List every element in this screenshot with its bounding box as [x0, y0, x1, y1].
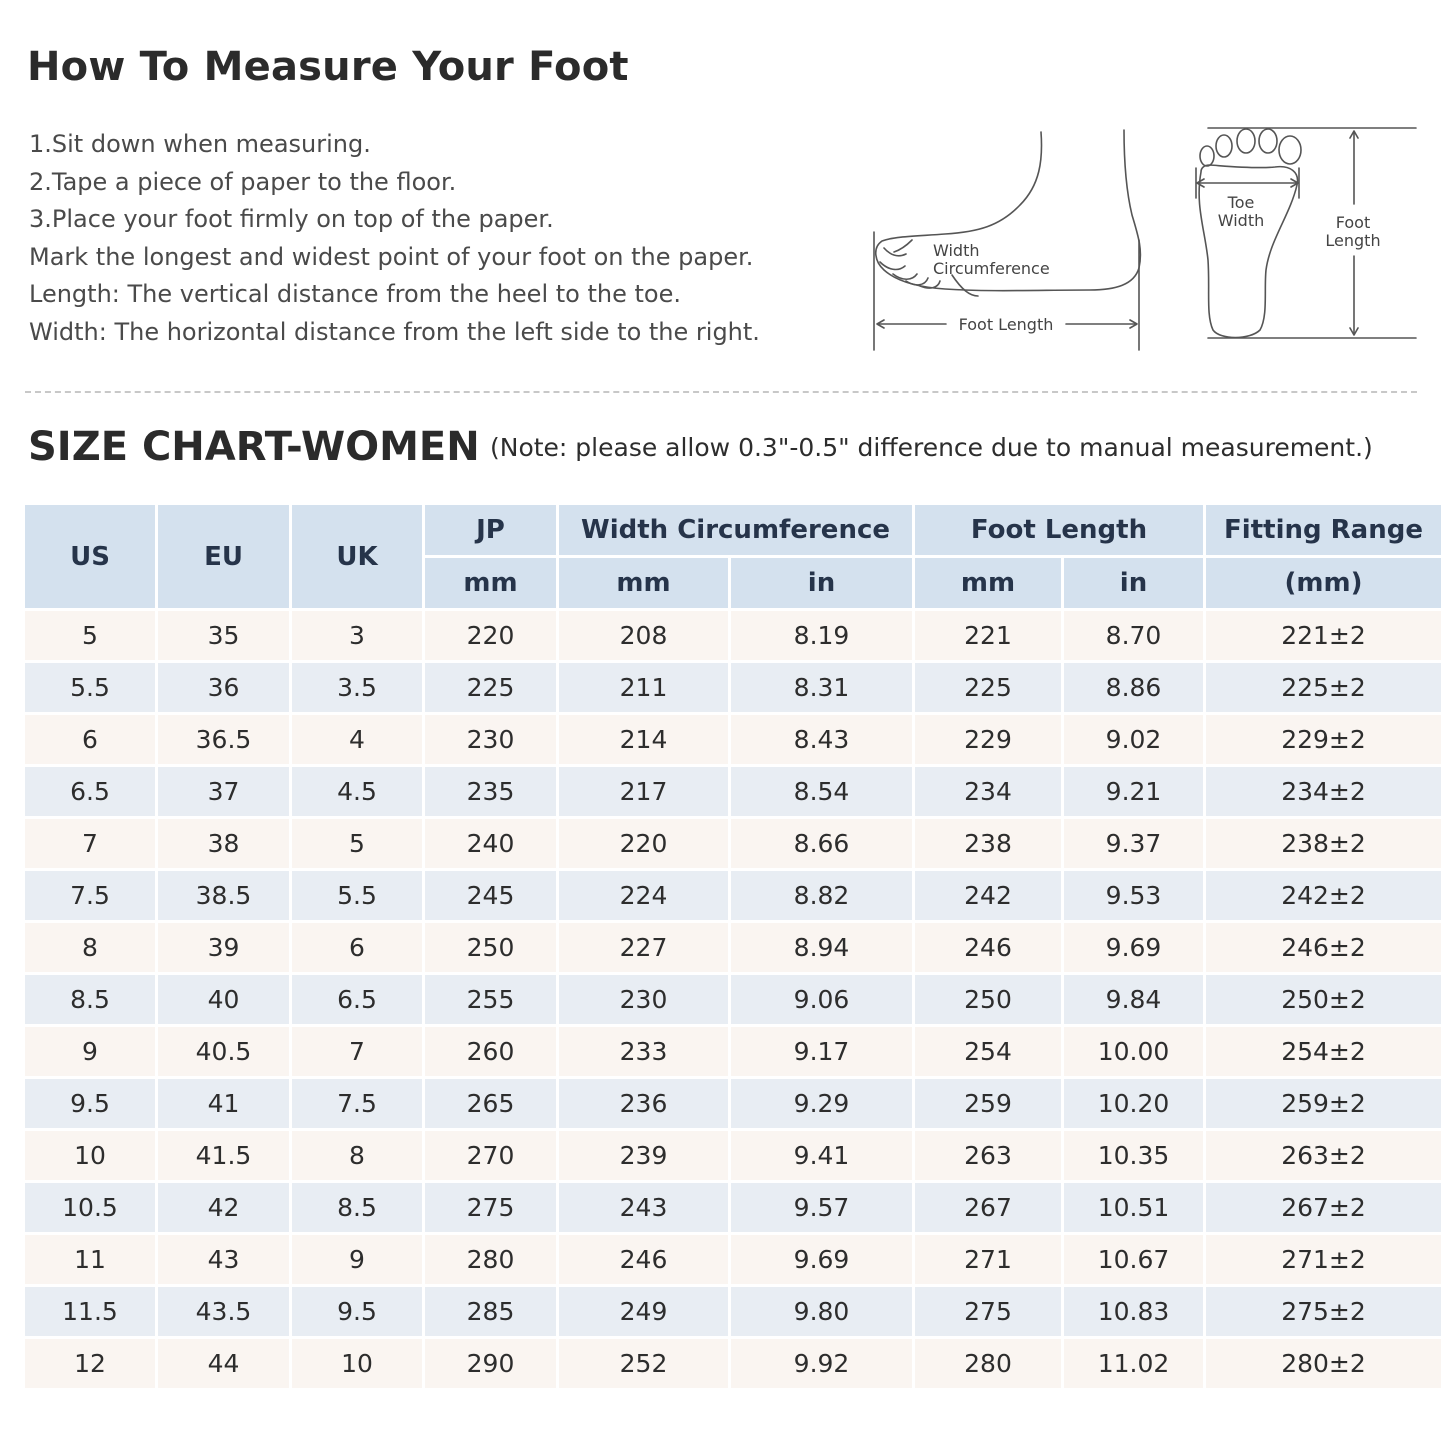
cell-length-mm: 225 [915, 663, 1061, 712]
cell-us: 8 [25, 923, 155, 972]
header-jp: JP [425, 505, 556, 555]
cell-uk: 7 [292, 1027, 422, 1076]
toe-2 [1216, 135, 1232, 157]
cell-width-mm: 236 [559, 1079, 728, 1128]
cell-eu: 41.5 [158, 1131, 289, 1180]
cell-jp-mm: 250 [425, 923, 556, 972]
cell-width-mm: 249 [559, 1287, 728, 1336]
cell-length-in: 9.21 [1064, 767, 1203, 816]
header-jp-unit: mm [425, 558, 556, 608]
table-row [25, 1027, 1441, 1076]
cell-length-mm: 250 [915, 975, 1061, 1024]
table-row [25, 923, 1441, 972]
cell-length-in: 9.69 [1064, 923, 1203, 972]
cell-uk: 4 [292, 715, 422, 764]
table-row [25, 1339, 1441, 1388]
cell-length-mm: 238 [915, 819, 1061, 868]
cell-length-mm: 267 [915, 1183, 1061, 1232]
cell-length-in: 9.53 [1064, 871, 1203, 920]
cell-uk: 9 [292, 1235, 422, 1284]
cell-width-in: 9.92 [731, 1339, 912, 1388]
table-row [25, 1235, 1441, 1284]
top-foot-length-label: Foot [1335, 213, 1371, 232]
cell-length-in: 10.00 [1064, 1027, 1203, 1076]
cell-fitting-range: 263±2 [1206, 1131, 1441, 1180]
foot-measurement-diagram [860, 120, 1420, 360]
cell-length-in: 8.86 [1064, 663, 1203, 712]
table-row [25, 1183, 1441, 1232]
toe-3 [1237, 129, 1255, 153]
cell-length-mm: 246 [915, 923, 1061, 972]
cell-eu: 41 [158, 1079, 289, 1128]
cell-uk: 8.5 [292, 1183, 422, 1232]
cell-eu: 42 [158, 1183, 289, 1232]
cell-length-mm: 254 [915, 1027, 1061, 1076]
cell-uk: 6 [292, 923, 422, 972]
toe-1 [1200, 146, 1214, 166]
cell-jp-mm: 230 [425, 715, 556, 764]
cell-width-in: 8.82 [731, 871, 912, 920]
cell-jp-mm: 280 [425, 1235, 556, 1284]
cell-us: 11 [25, 1235, 155, 1284]
cell-length-in: 10.51 [1064, 1183, 1203, 1232]
cell-fitting-range: 275±2 [1206, 1287, 1441, 1336]
cell-fitting-range: 267±2 [1206, 1183, 1441, 1232]
header-width-mm: mm [559, 558, 728, 608]
table-row [25, 767, 1441, 816]
table-row [25, 663, 1441, 712]
cell-eu: 43.5 [158, 1287, 289, 1336]
cell-jp-mm: 225 [425, 663, 556, 712]
cell-jp-mm: 240 [425, 819, 556, 868]
cell-width-in: 9.06 [731, 975, 912, 1024]
cell-jp-mm: 290 [425, 1339, 556, 1388]
cell-eu: 43 [158, 1235, 289, 1284]
cell-length-in: 11.02 [1064, 1339, 1203, 1388]
cell-fitting-range: 246±2 [1206, 923, 1441, 972]
cell-jp-mm: 275 [425, 1183, 556, 1232]
cell-jp-mm: 265 [425, 1079, 556, 1128]
cell-fitting-range: 259±2 [1206, 1079, 1441, 1128]
cell-length-in: 8.70 [1064, 611, 1203, 660]
toe-width-label: Toe [1227, 193, 1255, 212]
cell-length-mm: 271 [915, 1235, 1061, 1284]
cell-fitting-range: 229±2 [1206, 715, 1441, 764]
cell-us: 6.5 [25, 767, 155, 816]
cell-width-mm: 217 [559, 767, 728, 816]
cell-fitting-range: 221±2 [1206, 611, 1441, 660]
cell-width-in: 9.57 [731, 1183, 912, 1232]
cell-width-mm: 243 [559, 1183, 728, 1232]
cell-width-mm: 220 [559, 819, 728, 868]
cell-eu: 40 [158, 975, 289, 1024]
cell-width-mm: 227 [559, 923, 728, 972]
cell-us: 5 [25, 611, 155, 660]
size-chart-title: SIZE CHART-WOMEN [28, 424, 480, 470]
cell-fitting-range: 271±2 [1206, 1235, 1441, 1284]
cell-length-mm: 242 [915, 871, 1061, 920]
side-foot-toes [880, 240, 940, 288]
cell-width-mm: 208 [559, 611, 728, 660]
cell-eu: 44 [158, 1339, 289, 1388]
cell-width-in: 9.29 [731, 1079, 912, 1128]
instruction-line: 3.Place your foot firmly on top of the paper. [29, 205, 554, 234]
cell-fitting-range: 234±2 [1206, 767, 1441, 816]
cell-us: 7 [25, 819, 155, 868]
header-us: US [25, 505, 155, 608]
cell-uk: 6.5 [292, 975, 422, 1024]
cell-us: 11.5 [25, 1287, 155, 1336]
cell-uk: 3 [292, 611, 422, 660]
cell-eu: 35 [158, 611, 289, 660]
cell-eu: 36 [158, 663, 289, 712]
width-circumference-label: Width [933, 241, 980, 260]
cell-width-mm: 224 [559, 871, 728, 920]
cell-us: 9.5 [25, 1079, 155, 1128]
cell-jp-mm: 260 [425, 1027, 556, 1076]
cell-length-in: 10.35 [1064, 1131, 1203, 1180]
cell-us: 7.5 [25, 871, 155, 920]
cell-length-mm: 275 [915, 1287, 1061, 1336]
cell-jp-mm: 235 [425, 767, 556, 816]
cell-us: 8.5 [25, 975, 155, 1024]
cell-us: 5.5 [25, 663, 155, 712]
cell-uk: 5 [292, 819, 422, 868]
header-foot-length: Foot Length [915, 505, 1203, 555]
cell-width-mm: 211 [559, 663, 728, 712]
cell-uk: 10 [292, 1339, 422, 1388]
table-row [25, 611, 1441, 660]
top-foot-length-label: Length [1325, 231, 1381, 250]
size-chart-note: (Note: please allow 0.3"-0.5" difference due to manual measurement.) [490, 433, 1373, 462]
cell-jp-mm: 270 [425, 1131, 556, 1180]
cell-length-in: 9.37 [1064, 819, 1203, 868]
toe-width-label: Width [1217, 211, 1265, 230]
header-length-in: in [1064, 558, 1203, 608]
cell-length-in: 9.02 [1064, 715, 1203, 764]
cell-width-in: 8.54 [731, 767, 912, 816]
cell-width-mm: 233 [559, 1027, 728, 1076]
cell-length-in: 10.83 [1064, 1287, 1203, 1336]
cell-eu: 39 [158, 923, 289, 972]
table-row [25, 1131, 1441, 1180]
cell-eu: 38 [158, 819, 289, 868]
cell-length-mm: 259 [915, 1079, 1061, 1128]
table-row [25, 715, 1441, 764]
cell-us: 6 [25, 715, 155, 764]
cell-length-mm: 280 [915, 1339, 1061, 1388]
cell-jp-mm: 255 [425, 975, 556, 1024]
side-foot-length-label: Foot Length [958, 315, 1054, 334]
cell-uk: 5.5 [292, 871, 422, 920]
instruction-line: 1.Sit down when measuring. [29, 130, 371, 158]
cell-width-mm: 214 [559, 715, 728, 764]
cell-fitting-range: 225±2 [1206, 663, 1441, 712]
cell-us: 10 [25, 1131, 155, 1180]
instruction-line: Mark the longest and widest point of your foot on the paper. [29, 242, 754, 271]
header-eu: EU [158, 505, 289, 608]
cell-fitting-range: 250±2 [1206, 975, 1441, 1024]
cell-length-mm: 234 [915, 767, 1061, 816]
table-row [25, 1287, 1441, 1336]
cell-jp-mm: 220 [425, 611, 556, 660]
cell-fitting-range: 254±2 [1206, 1027, 1441, 1076]
top-foot-outline [1199, 165, 1297, 338]
cell-width-mm: 230 [559, 975, 728, 1024]
cell-width-in: 9.41 [731, 1131, 912, 1180]
instruction-line: Length: The vertical distance from the heel to the toe. [29, 280, 681, 309]
cell-width-in: 8.31 [731, 663, 912, 712]
header-fitting-range: Fitting Range [1206, 505, 1441, 555]
cell-length-mm: 221 [915, 611, 1061, 660]
table-row [25, 871, 1441, 920]
size-chart-body [25, 611, 1441, 1388]
header-width-in: in [731, 558, 912, 608]
cell-us: 10.5 [25, 1183, 155, 1232]
section-divider [25, 391, 1417, 393]
toe-4 [1259, 129, 1277, 153]
cell-width-in: 8.66 [731, 819, 912, 868]
cell-width-in: 8.94 [731, 923, 912, 972]
cell-width-mm: 252 [559, 1339, 728, 1388]
cell-width-in: 9.80 [731, 1287, 912, 1336]
cell-uk: 7.5 [292, 1079, 422, 1128]
cell-eu: 37 [158, 767, 289, 816]
table-row [25, 1079, 1441, 1128]
cell-eu: 36.5 [158, 715, 289, 764]
table-row [25, 819, 1441, 868]
cell-jp-mm: 245 [425, 871, 556, 920]
cell-us: 9 [25, 1027, 155, 1076]
top-foot-diagram [1196, 128, 1416, 338]
cell-uk: 3.5 [292, 663, 422, 712]
instruction-line: Width: The horizontal distance from the left side to the right. [29, 317, 760, 346]
measure-instructions [29, 126, 760, 352]
cell-width-in: 8.43 [731, 715, 912, 764]
width-circ-pointer [952, 275, 978, 296]
page-title: How To Measure Your Foot [27, 44, 629, 90]
cell-uk: 8 [292, 1131, 422, 1180]
cell-length-in: 10.20 [1064, 1079, 1203, 1128]
cell-us: 12 [25, 1339, 155, 1388]
cell-width-mm: 246 [559, 1235, 728, 1284]
instruction-line: 2.Tape a piece of paper to the floor. [29, 167, 457, 196]
cell-length-mm: 263 [915, 1131, 1061, 1180]
size-chart-table [22, 502, 1444, 1391]
header-length-mm: mm [915, 558, 1061, 608]
header-uk: UK [292, 505, 422, 608]
cell-fitting-range: 280±2 [1206, 1339, 1441, 1388]
header-width-circumference: Width Circumference [559, 505, 912, 555]
cell-uk: 4.5 [292, 767, 422, 816]
cell-length-in: 9.84 [1064, 975, 1203, 1024]
cell-fitting-range: 242±2 [1206, 871, 1441, 920]
cell-uk: 9.5 [292, 1287, 422, 1336]
width-circumference-label: Circumference [933, 259, 1050, 278]
cell-width-in: 9.17 [731, 1027, 912, 1076]
cell-eu: 38.5 [158, 871, 289, 920]
top-reference-line [1208, 128, 1416, 338]
cell-width-in: 8.19 [731, 611, 912, 660]
cell-length-in: 10.67 [1064, 1235, 1203, 1284]
cell-length-mm: 229 [915, 715, 1061, 764]
cell-eu: 40.5 [158, 1027, 289, 1076]
table-row [25, 975, 1441, 1024]
header-fitting-unit: (mm) [1206, 558, 1441, 608]
cell-fitting-range: 238±2 [1206, 819, 1441, 868]
toe-5 [1279, 136, 1301, 164]
cell-jp-mm: 285 [425, 1287, 556, 1336]
cell-width-in: 9.69 [731, 1235, 912, 1284]
cell-width-mm: 239 [559, 1131, 728, 1180]
